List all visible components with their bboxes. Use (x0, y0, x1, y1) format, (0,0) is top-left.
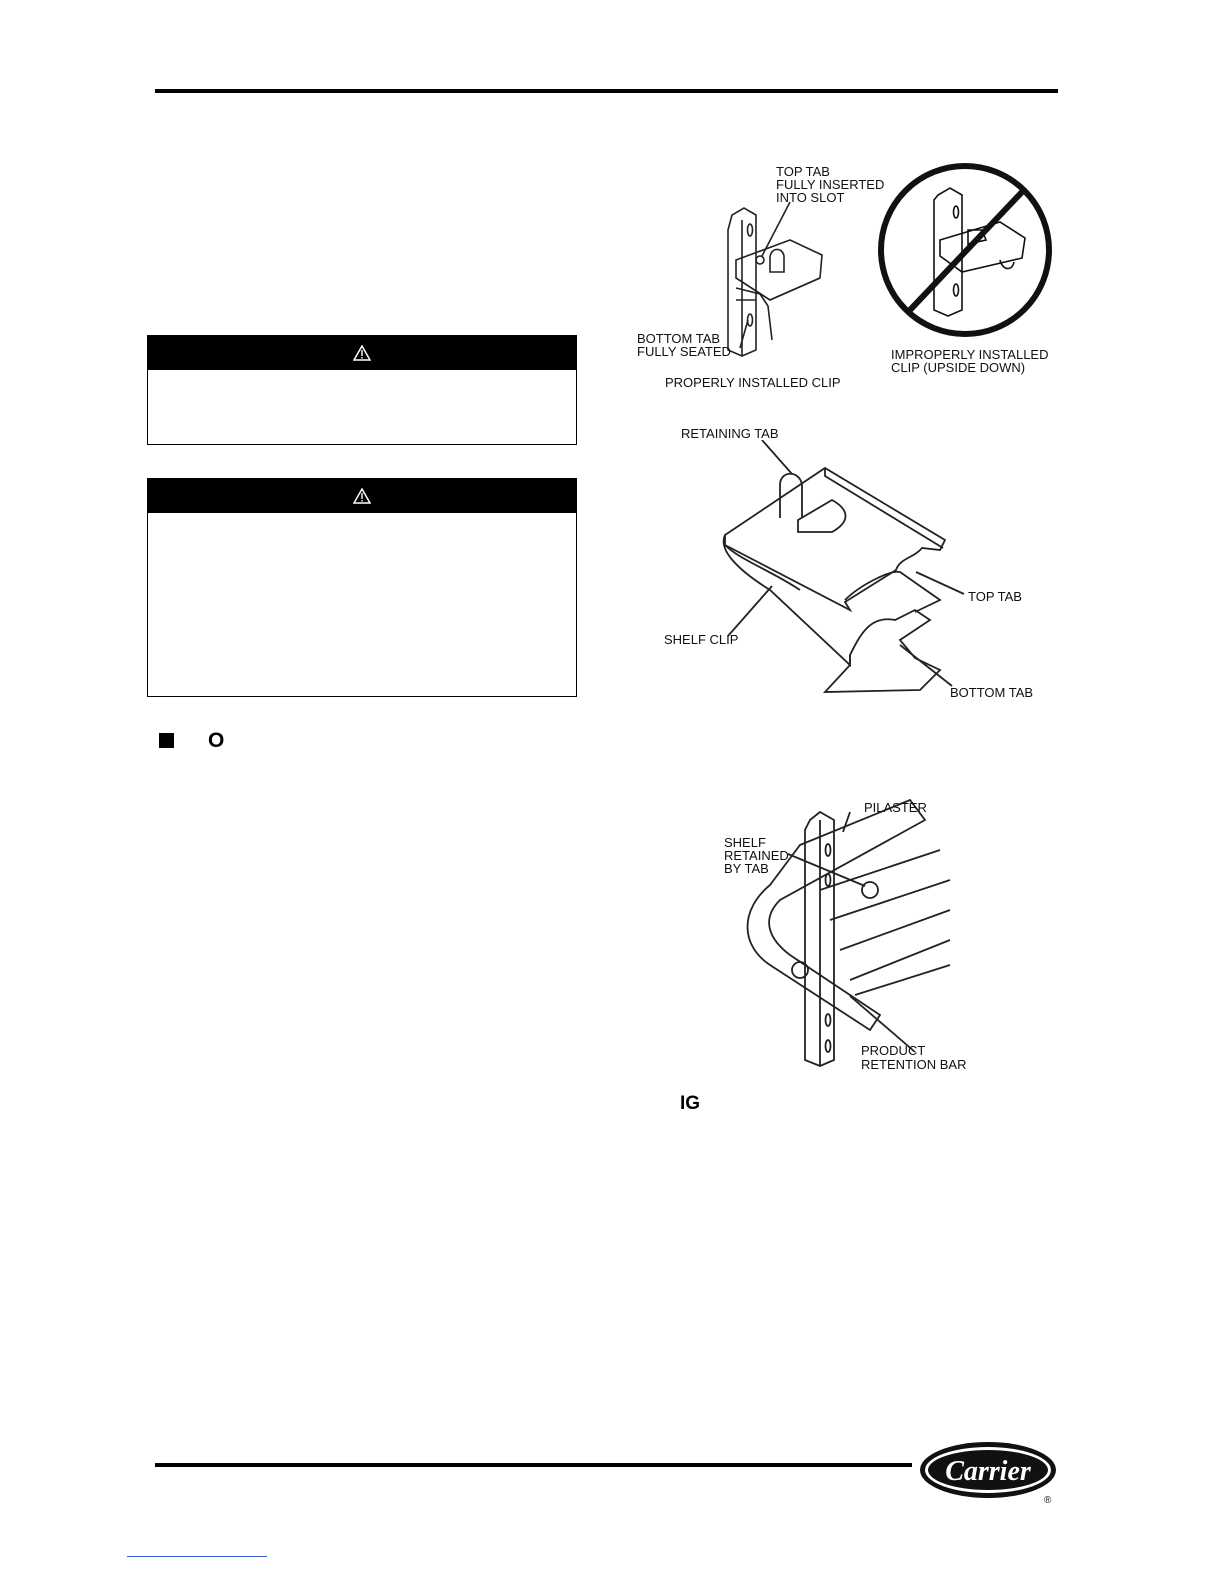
caption-improper-line2: CLIP (UPSIDE DOWN) (891, 360, 1026, 375)
label-retention-bar-line2: RETENTION BAR (861, 1057, 967, 1072)
label-retention-bar-line1: PRODUCT (861, 1043, 926, 1058)
footer-rule (155, 1463, 912, 1467)
figure-caption: IG (680, 1093, 701, 1114)
section-heading: O (208, 729, 225, 752)
warning-triangle-icon (353, 345, 371, 361)
caption-improper-line1: IMPROPERLY INSTALLED (891, 347, 1049, 362)
warning-box (147, 478, 577, 697)
label-retaining-tab: RETAINING TAB (681, 426, 779, 441)
warning-header-bar (148, 479, 576, 513)
label-top-tab-line3: INTO SLOT (776, 190, 845, 205)
label-shelf-clip: SHELF CLIP (664, 632, 739, 647)
label-shelf-retained-line1: SHELF (724, 835, 766, 850)
label-pilaster: PILASTER (864, 800, 927, 815)
shelf-clip-detail-diagram (700, 440, 1060, 700)
caption-proper-clip: PROPERLY INSTALLED CLIP (665, 375, 841, 390)
label-top-tab: TOP TAB (968, 589, 1022, 604)
label-top-tab-line2: FULLY INSERTED (776, 177, 885, 192)
label-shelf-retained-line3: BY TAB (724, 861, 769, 876)
bullet-square-icon (159, 733, 174, 748)
registered-mark: ® (1044, 1495, 1052, 1506)
logo-text: Carrier (945, 1456, 1031, 1487)
label-bottom-tab-line1: BOTTOM TAB (637, 331, 721, 346)
label-shelf-retained-line2: RETAINED (724, 848, 789, 863)
label-top-tab-line1: TOP TAB (776, 164, 830, 179)
footer-link[interactable] (127, 1556, 267, 1557)
warning-box (147, 335, 577, 445)
warning-triangle-icon (353, 488, 371, 504)
warning-header-bar (148, 336, 576, 370)
label-bottom-tab: BOTTOM TAB (950, 685, 1034, 700)
header-rule (155, 89, 1058, 93)
label-bottom-tab-line2: FULLY SEATED (637, 344, 731, 359)
carrier-logo (918, 1440, 1063, 1515)
